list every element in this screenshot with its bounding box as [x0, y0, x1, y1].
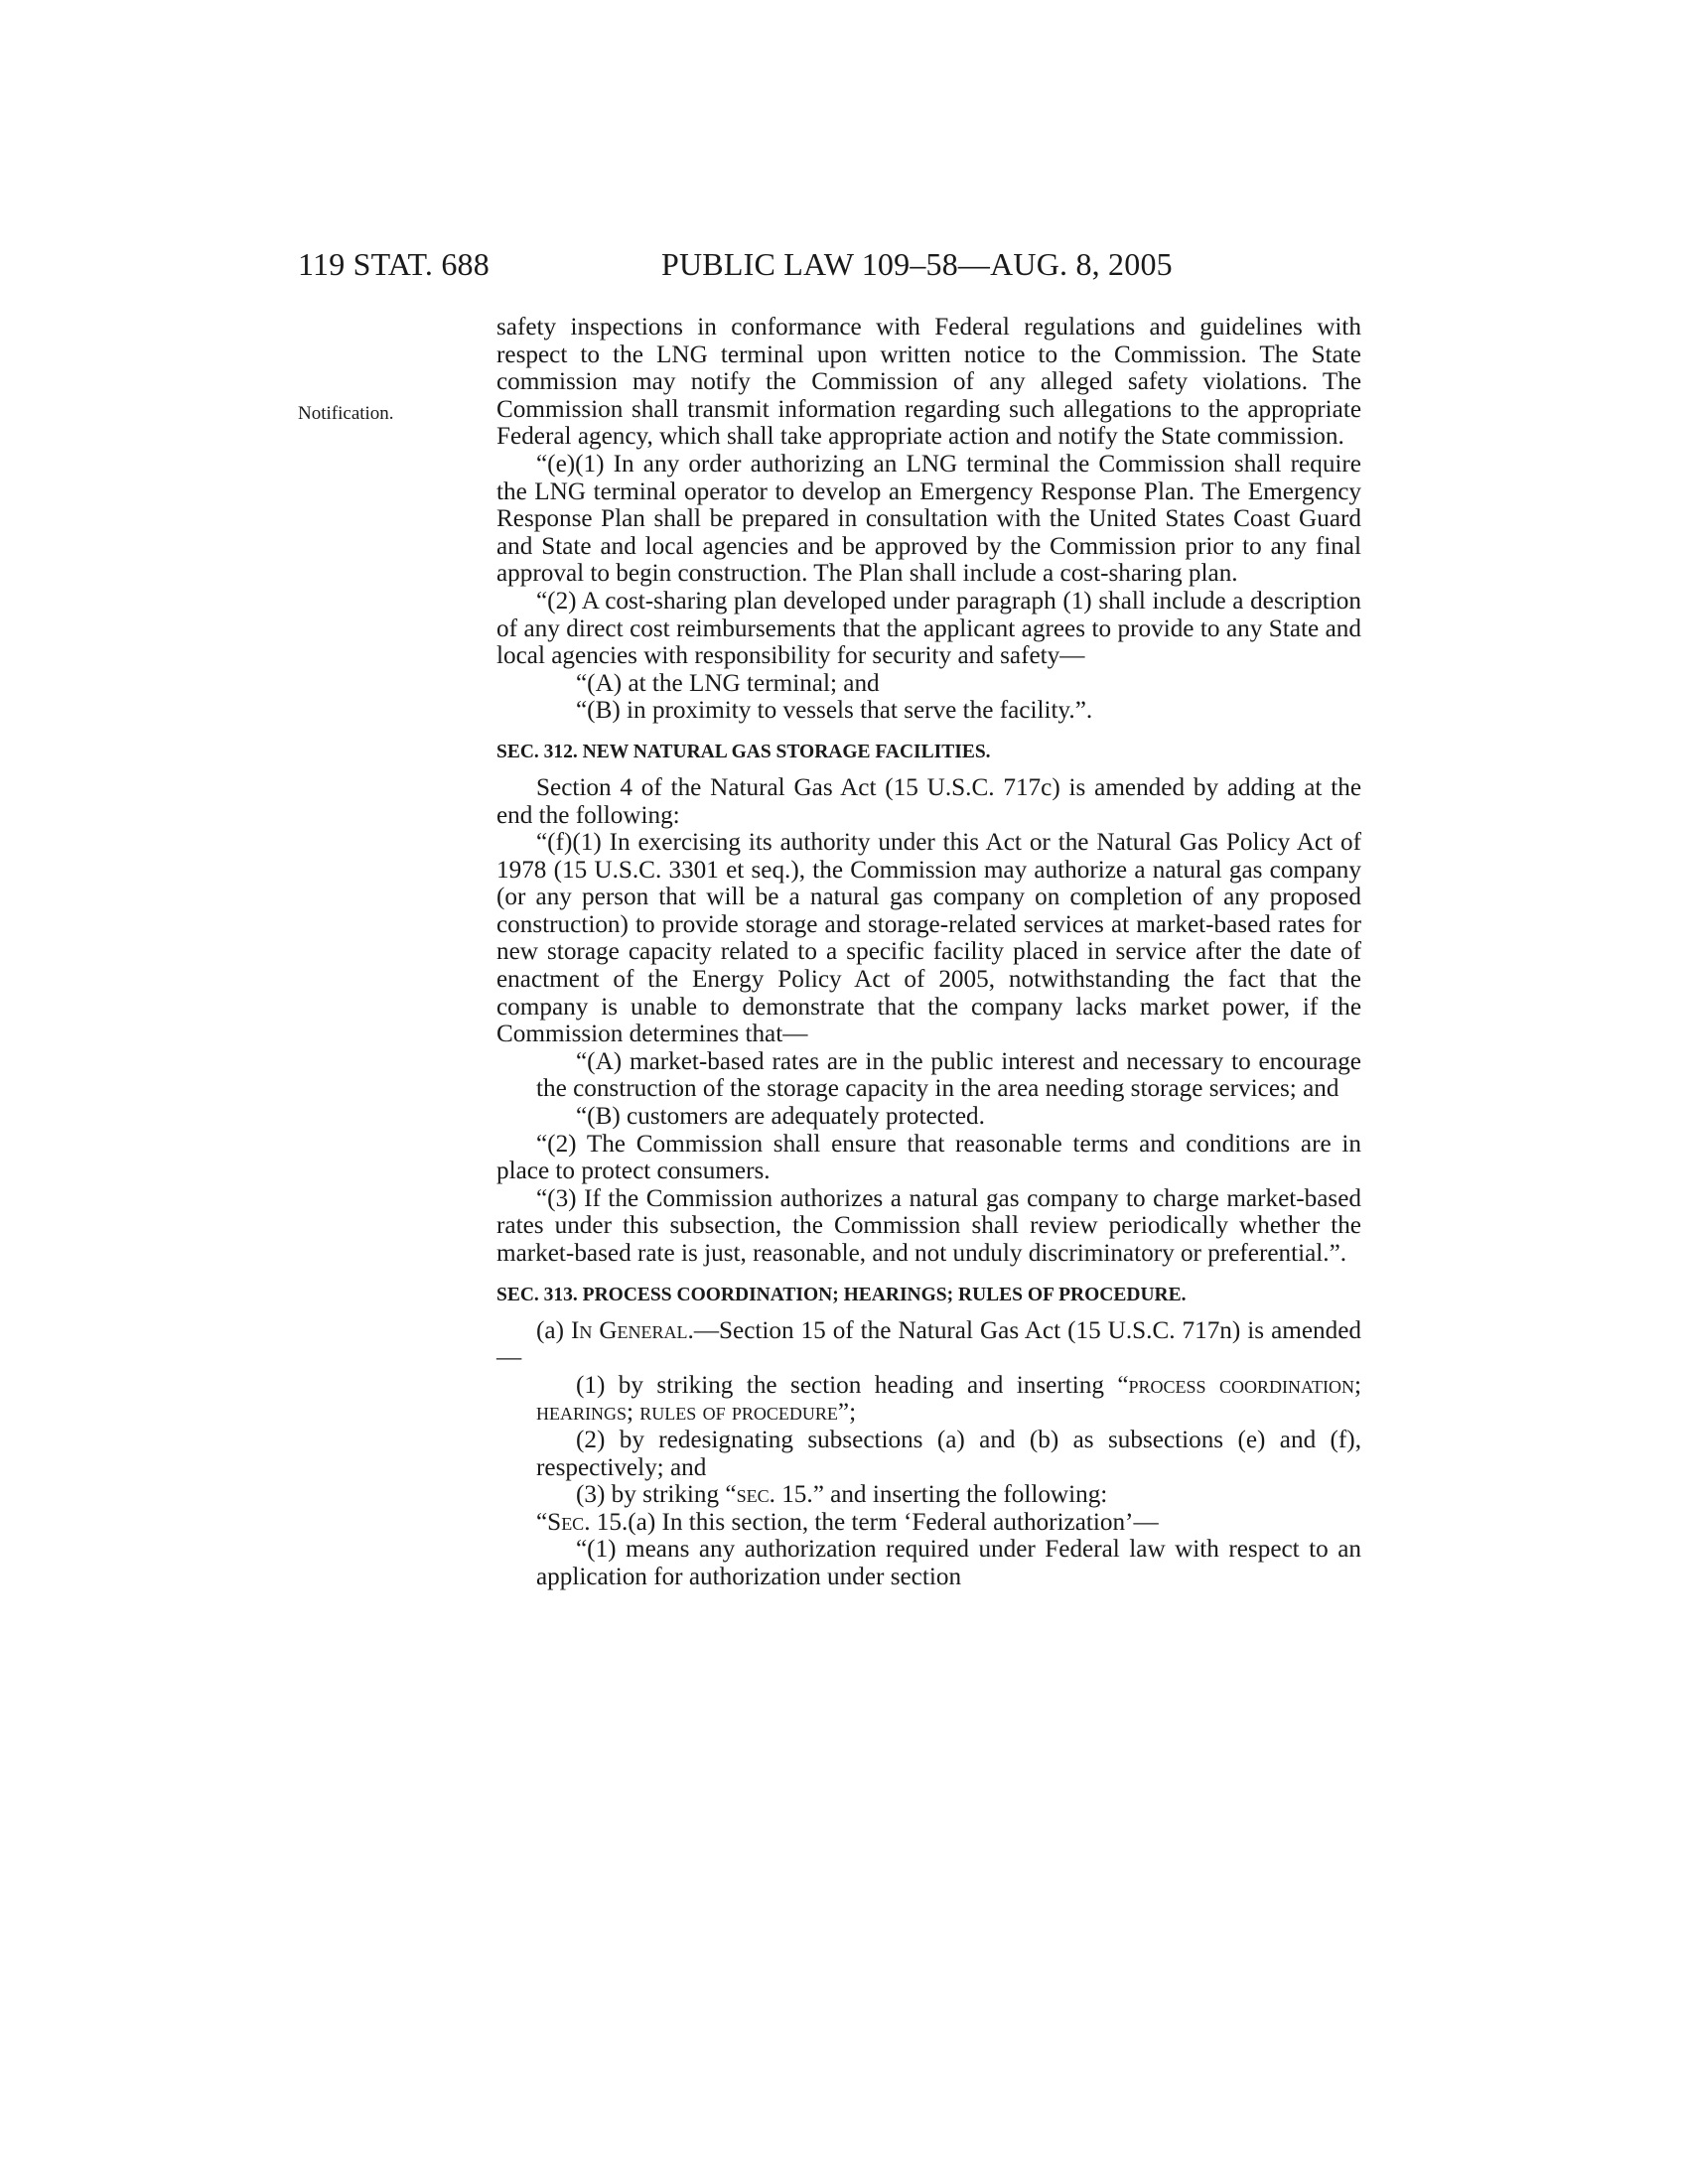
subsection-caption: In General: [570, 1316, 688, 1344]
paragraph: [496, 1317, 1361, 1372]
text-run: ”;: [837, 1399, 857, 1427]
text-run: .—Section 15 of the Natural Gas Act (15 U.S.C. 717n) is amended—: [496, 1316, 1361, 1372]
paragraph: safety inspections in conformance with Federal regulations and guidelines with respect to the LNG terminal upon written notice to the Commission. The State commission may notify the Commission of any alleged safety violations. The Commission shall transmit information regarding such allegations to the appropriate Federal agency, which shall take appropriate action and notify the State commission.: [496, 314, 1361, 451]
subparagraph: [496, 1481, 1361, 1509]
paragraph: “(2) A cost-sharing plan developed under paragraph (1) shall include a description of any direct cost reimbursements that the applicant agrees to provide to any State and local agencies with responsibility for security and safety—: [496, 587, 1361, 670]
text-run: . 15.(a) In this section, the term ‘Federal authorization’—: [584, 1508, 1159, 1536]
subparagraph: “(B) in proximity to vessels that serve the facility.”.: [576, 697, 1093, 725]
statute-reference: 119 STAT. 688: [298, 246, 490, 282]
paragraph: “(3) If the Commission authorizes a natural gas company to charge market-based rates under this subsection, the Commission shall review periodically whether the market-based rate is just, reasonable, and not unduly discriminatory or preferential.”.: [496, 1184, 1361, 1267]
paragraph: “(e)(1) In any order authorizing an LNG terminal the Commission shall require the LNG terminal operator to develop an Emergency Response Plan. The Emergency Response Plan shall be prepared in consultation with the United States Coast Guard and State and local agencies and be approved by the Commission prior to any final approval to begin construction. The Plan shall include a cost-sharing plan.: [496, 450, 1361, 588]
margin-note: Notification.: [298, 403, 394, 424]
body-text: [496, 314, 1361, 1591]
subparagraph: “(B) customers are adequately protected.: [576, 1103, 985, 1131]
small-caps-text: process coordination; hearings; rules of procedure: [536, 1371, 1361, 1427]
section-heading-313: SEC. 313. PROCESS COORDINATION; HEARINGS; RULES OF PROCEDURE.: [496, 1284, 1187, 1305]
text-run: (3) by striking “: [576, 1481, 737, 1509]
paragraph: [496, 1509, 1361, 1537]
small-caps-text: ec: [561, 1508, 585, 1536]
subparagraph: [496, 1372, 1361, 1427]
public-law-header: PUBLIC LAW 109–58—AUG. 8, 2005: [661, 246, 1173, 282]
paragraph: Section 4 of the Natural Gas Act (15 U.S.C. 717c) is amended by adding at the end the following:: [496, 773, 1361, 829]
text-run: ” and inserting the following:: [812, 1481, 1108, 1509]
subparagraph: “(1) means any authorization required under Federal law with respect to an application for authorization under section: [536, 1536, 1361, 1590]
subparagraph: (2) by redesignating subsections (a) and (b) as subsections (e) and (f), respectively; and: [536, 1426, 1361, 1481]
paragraph: “(2) The Commission shall ensure that reasonable terms and conditions are in place to protect consumers.: [496, 1130, 1361, 1185]
paragraph: “(f)(1) In exercising its authority under this Act or the Natural Gas Policy Act of 1978 (15 U.S.C. 3301 et seq.), the Commission may authorize a natural gas company (or any person that will be a natural gas company on completion of any proposed construction) to provide storage and storage-related services at market-based rates for new storage capacity related to a specific facility placed in service after the date of enactment of the Energy Policy Act of 2005, notwithstanding the fact that the company is unable to demonstrate that the company lacks market power, if the Commission determines that—: [496, 829, 1361, 1048]
text-run: “S: [536, 1508, 562, 1536]
text-run: (a): [536, 1316, 571, 1344]
subparagraph: “(A) market-based rates are in the public interest and necessary to encourage the construction of the storage capacity in the area needing storage services; and: [536, 1047, 1361, 1103]
text-run: (1) by striking the section heading and inserting “: [576, 1371, 1129, 1399]
small-caps-text: sec. 15.: [736, 1481, 813, 1509]
subparagraph: “(A) at the LNG terminal; and: [576, 669, 880, 697]
section-heading-312: SEC. 312. NEW NATURAL GAS STORAGE FACILITIES.: [496, 741, 991, 762]
